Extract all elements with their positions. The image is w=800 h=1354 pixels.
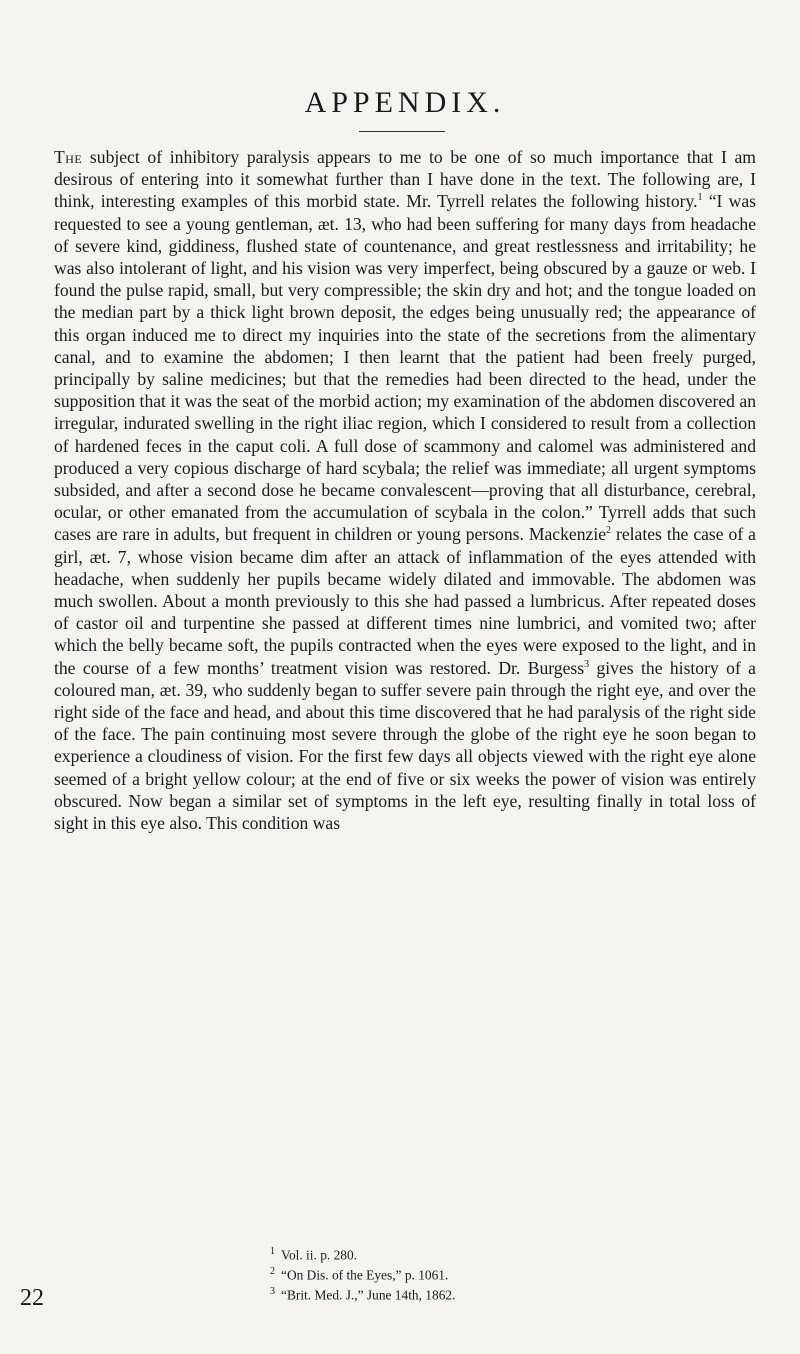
paragraph-lead-word: The [54,147,83,167]
footnote-3 [270,1284,455,1304]
footnote-number: 2 [270,1265,275,1277]
footnote-ref-2: 2 [606,525,612,537]
footnote-number: 3 [270,1285,275,1297]
appendix-heading: APPENDIX. [304,86,506,119]
body-paragraph [54,146,756,834]
footnote-1 [270,1244,455,1264]
paragraph-text-4: gives the history of a coloured man, æt. 39, who suddenly began to suffer severe pain through the right eye, and over the right side of the face and head, and about this time discovered that he had paralysis of the right side of the face. The pain continuing most severe through the globe of the right eye he soon began to experience a cloudiness of vision. For the first few days all objects viewed with the right eye alone seemed of a bright yellow colour; at the end of five or six weeks the power of vision was entirely obscured. Now began a similar set of symptoms in the left eye, resulting finally in total loss of sight in this eye also. This condition was [54,657,756,834]
footnote-2 [270,1264,455,1284]
footnote-ref-1: 1 [697,192,703,204]
footnote-text: Vol. ii. p. 280. [281,1247,358,1263]
heading-rule [359,131,445,132]
paragraph-text-3: relates the case of a girl, æt. 7, whose vision became dim after an attack of inflammation of the eyes attended with headache, when suddenly her pupils became widely dilated and immovable. The abdomen was much swollen. About a month previously to this she had passed a lumbricus. After repeated doses of castor oil and turpentine she passed at different times nine lumbrici, and vomited two; after which the belly became soft, the pupils contracted when the eyes were exposed to the light, and in the course of a few months’ treatment vision was restored. Dr. Burgess [54,524,756,678]
footnote-text: “On Dis. of the Eyes,” p. 1061. [281,1267,449,1283]
paragraph-text-1: subject of inhibitory paralysis appears to me to be one of so much importance that I am desirous of entering into it somewhat further than I have done in the text. The following are, I think, interesting examples of this morbid state. Mr. Tyrrell relates the following history. [54,147,756,212]
footnote-text: “Brit. Med. J.,” June 14th, 1862. [281,1287,456,1303]
paragraph-text-2: “I was requested to see a young gentleman, æt. 13, who had been suffering for many days from headache of severe kind, giddiness, flushed state of countenance, and great restlessness and irritability; he was also intolerant of light, and his vision was very imperfect, being obscured by a gauze or web. I found the pulse rapid, small, but very compressible; the skin dry and hot; and the tongue loaded on the median part by a thick light brown deposit, the edges being unusually red; the appearance of this organ induced me to direct my inquiries into the state of the secretions from the alimentary canal, and to examine the abdomen; I then learnt that the patient had been freely purged, principally by saline medicines; but that the remedies had been directed to the head, under the supposition that it was the seat of the morbid action; my examination of the abdomen discovered an irregular, indurated swelling in the right iliac region, which I considered to result from a collection of hardened feces in the caput coli. A full dose of scammony and calomel was administered and produced a very copious discharge of hard scybala; the relief was immediate; all urgent symptoms subsided, and after a second dose he became convalescent—proving that all disturbance, cerebral, ocular, or other emanated from the accumulation of scybala in the colon.” Tyrrell adds that such cases are rare in adults, but frequent in children or young persons. Mackenzie [54,191,756,545]
footnote-ref-3: 3 [584,658,590,670]
footnotes [270,1244,455,1304]
footnote-number: 1 [270,1246,275,1257]
page-number: 22 [20,1285,44,1311]
